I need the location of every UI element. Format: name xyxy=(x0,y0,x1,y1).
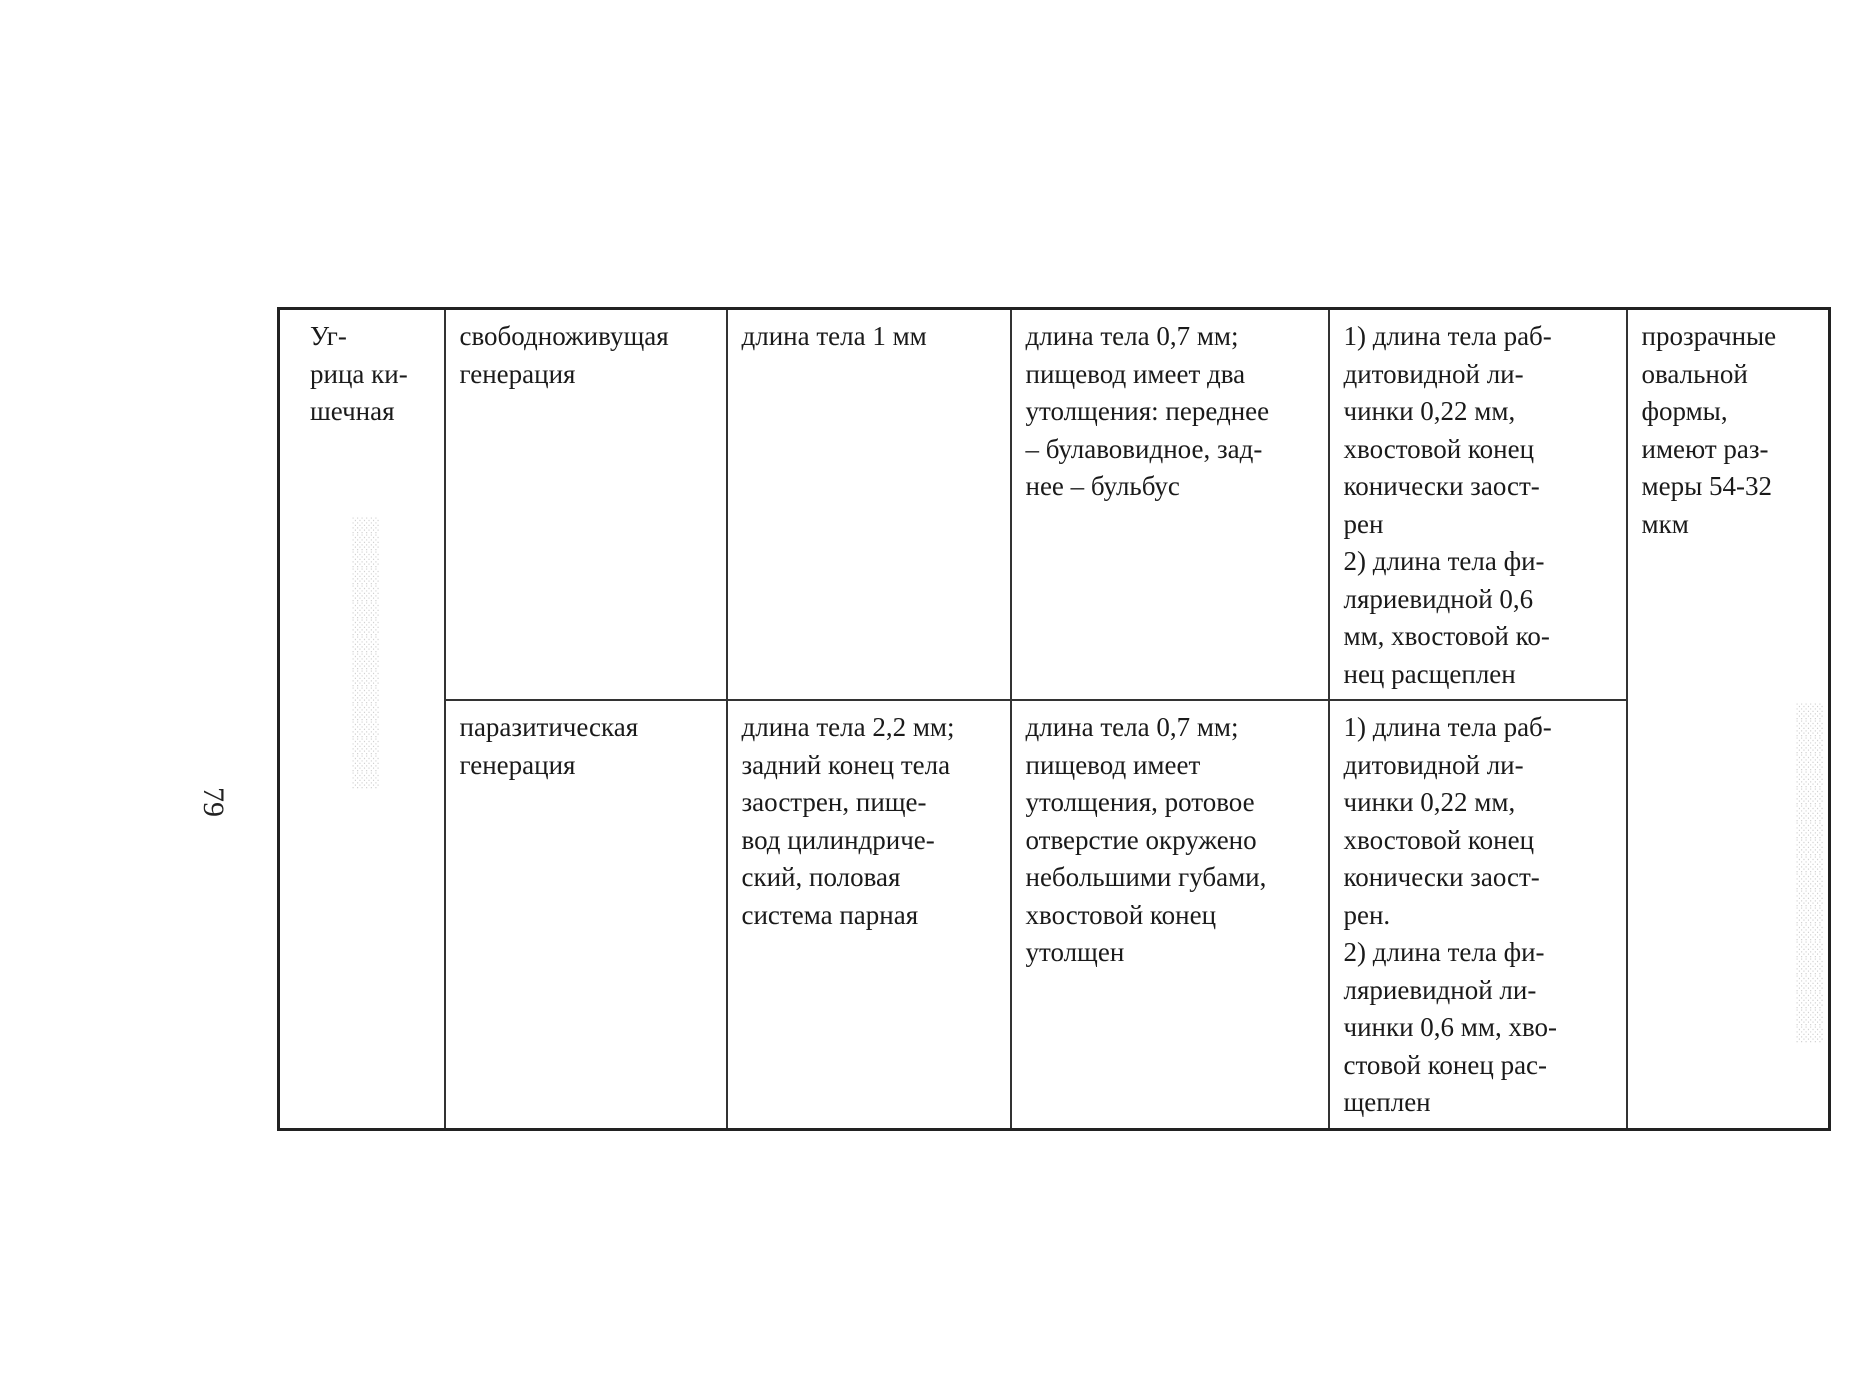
page-number: 79 xyxy=(197,787,230,817)
generation-cell: свободноживущая генерация xyxy=(445,309,727,701)
larvae-description-cell: 1) длина тела раб- дитовидной ли- чинки 0,22 мм, хвостовой конец конически заост- рен. 2) длина тела фи- ляриевидной ли- чинки 0,6 мм, хво- стовой конец рас- щеплен xyxy=(1329,700,1627,1129)
female-description-cell: длина тела 1 мм xyxy=(727,309,1011,701)
female-description-cell: длина тела 2,2 мм; задний конец тела заострен, пище- вод цилиндриче- ский, половая система парная xyxy=(727,700,1011,1129)
data-table xyxy=(277,307,1831,1131)
male-description-cell: длина тела 0,7 мм; пищевод имеет два утолщения: переднее – булавовидное, зад- нее – бульбус xyxy=(1011,309,1329,701)
larvae-description-cell: 1) длина тела раб- дитовидной ли- чинки 0,22 мм, хвостовой конец конически заост- рен 2) длина тела фи- ляриевидной 0,6 мм, хвостовой ко- нец расщеплен xyxy=(1329,309,1627,701)
male-description-cell: длина тела 0,7 мм; пищевод имеет утолщения, ротовое отверстие окружено небольшими губами, хвостовой конец утолщен xyxy=(1011,700,1329,1129)
generation-cell: паразитическая генерация xyxy=(445,700,727,1129)
table-row xyxy=(279,309,1830,701)
eggs-description-cell: прозрачные овальной формы, имеют раз- меры 54-32 мкм xyxy=(1627,309,1830,1130)
show-through-text: ░░░░░░░░░░░░░░░░ xyxy=(352,517,379,790)
organism-cell: Уг- рица ки- шечная xyxy=(279,309,445,1130)
table-row xyxy=(279,700,1830,1129)
show-through-text: ░░░░░░░░░░░░░░░░░░░░ xyxy=(1796,703,1823,1044)
